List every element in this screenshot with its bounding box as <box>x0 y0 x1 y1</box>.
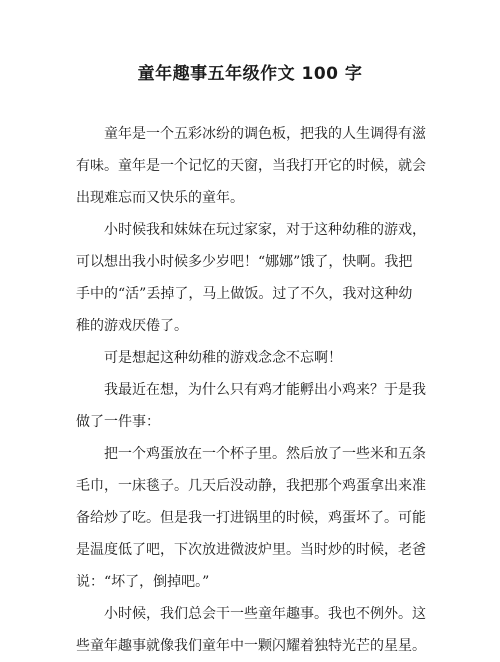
paragraph-line: 稚的游戏厌倦了。 <box>76 318 188 334</box>
paragraph-line: 小时候我和妹妹在玩过家家，对于这种幼稚的游戏， <box>104 222 426 238</box>
paragraph-line: 些童年趣事就像我们童年中一颗闪耀着独特光芒的星星。 <box>76 638 426 654</box>
paragraph-line: 出现难忘而又快乐的童年。 <box>76 190 244 206</box>
paragraph-line: 毛巾，一床毯子。几天后没动静，我把那个鸡蛋拿出来准 <box>76 478 426 494</box>
paragraph-line: 小时候，我们总会干一些童年趣事。我也不例外。这 <box>104 606 426 622</box>
paragraph-line: 手中的“活”丢掉了，马上做饭。过了不久，我对这种幼 <box>76 286 413 302</box>
paragraph-line: 把一个鸡蛋放在一个杯子里。然后放了一些米和五条 <box>104 446 426 462</box>
paragraph-3 <box>76 342 420 374</box>
paragraph-5 <box>76 438 426 598</box>
document-body <box>76 118 426 662</box>
paragraph-line: 是温度低了吧，下次放进微波炉里。当时炒的时候，老爸 <box>76 542 426 558</box>
paragraph-line: 有味。童年是一个记忆的天窗，当我打开它的时候，就会 <box>76 158 426 174</box>
paragraph-line: 做了一件事： <box>76 414 160 430</box>
paragraph-line: 童年是一个五彩冰纷的调色板，把我的人生调得有滋 <box>104 126 426 142</box>
paragraph-line: 我最近在想，为什么只有鸡才能孵出小鸡来？于是我 <box>104 382 426 398</box>
paragraph-6 <box>76 598 426 662</box>
paragraph-line: 可以想出我小时候多少岁吧！“娜娜”饿了，快啊。我把 <box>76 254 413 270</box>
paragraph-2 <box>76 214 426 342</box>
paragraph-line: 备给炒了吃。但是我一打进锅里的时候，鸡蛋坏了。可能 <box>76 510 426 526</box>
paragraph-4 <box>76 374 426 438</box>
paragraph-1 <box>76 118 426 214</box>
document-title: 童年趣事五年级作文 100 字 <box>137 64 363 84</box>
paragraph-line: 可是想起这种幼稚的游戏念念不忘啊！ <box>104 350 342 366</box>
paragraph-line: 说：“坏了，倒掉吧。” <box>76 574 210 590</box>
